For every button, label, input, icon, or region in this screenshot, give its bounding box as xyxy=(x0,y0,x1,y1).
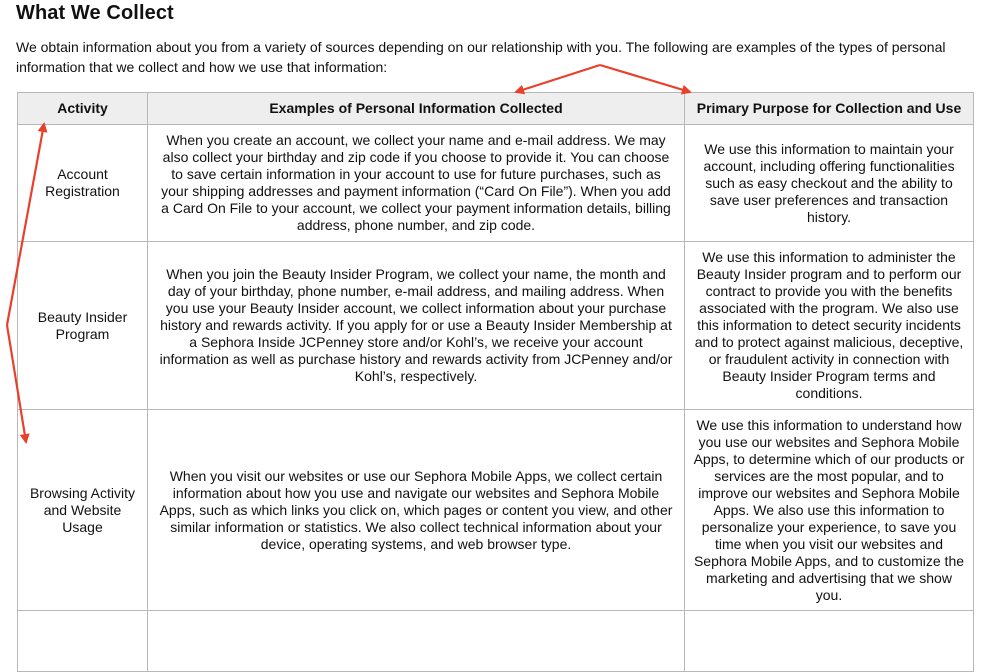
page-title: What We Collect xyxy=(16,2,174,24)
table-row xyxy=(18,242,974,410)
intro-paragraph: We obtain information about you from a variety of sources depending on our relationship with you. The following are examples of the types of personal information that we collect and how we use that information: xyxy=(16,39,946,75)
table-row-partial xyxy=(18,611,974,672)
header-primary-purpose: Primary Purpose for Collection and Use xyxy=(685,93,974,125)
table-header-row xyxy=(18,93,974,125)
header-examples-collected: Examples of Personal Information Collected xyxy=(148,93,685,125)
purpose-cell: We use this information to understand how you use our websites and Sephora Mobile Apps, to determine which of our products or services are the most popular, and to improve our websites and Sephora Mobile Apps. We also use this information to personalize your experience, to save you time when you visit our websites and Sephora Mobile Apps, and to customize the marketing and advertising that we show you. xyxy=(685,410,974,611)
activity-cell: Beauty Insider Program xyxy=(18,242,148,410)
header-activity: Activity xyxy=(18,93,148,125)
collected-cell: When you create an account, we collect your name and e-mail address. We may also collect your birthday and zip code if you choose to provide it. You can choose to save certain information in your account to use for future purchases, such as your shipping addresses and payment information (“Card On File”). When you add a Card On File to your account, we collect your payment information details, billing address, phone number, and zip code. xyxy=(148,125,685,242)
collected-cell: When you join the Beauty Insider Program, we collect your name, the month and day of your birthday, phone number, e-mail address, and mailing address. When you use your Beauty Insider account, we collect information about your purchase history and rewards activity. If you apply for or use a Beauty Insider Membership at a Sephora Inside JCPenney store and/or Kohl’s, we receive your account information as well as purchase history and rewards activity from JCPenney and/or Kohl’s, respectively. xyxy=(148,242,685,410)
collected-cell: When you visit our websites or use our Sephora Mobile Apps, we collect certain information about how you use and navigate our websites and Sephora Mobile Apps, such as which links you click on, which pages or content you view, and other similar information or statistics. We also collect technical information about your device, operating systems, and web browser type. xyxy=(148,410,685,611)
activity-cell: Browsing Activity and Website Usage xyxy=(18,410,148,611)
table-row xyxy=(18,410,974,611)
empty-cell xyxy=(148,611,685,672)
empty-cell xyxy=(685,611,974,672)
empty-cell xyxy=(18,611,148,672)
activity-cell: Account Registration xyxy=(18,125,148,242)
purpose-cell: We use this information to administer the Beauty Insider program and to perform our contract to provide you with the benefits associated with the program. We also use this information to detect security incidents and to protect against malicious, deceptive, or fraudulent activity in connection with Beauty Insider Program terms and conditions. xyxy=(685,242,974,410)
table-row xyxy=(18,125,974,242)
personal-information-table xyxy=(17,92,974,672)
purpose-cell: We use this information to maintain your account, including offering functionalities such as easy checkout and the ability to save user preferences and transaction history. xyxy=(685,125,974,242)
